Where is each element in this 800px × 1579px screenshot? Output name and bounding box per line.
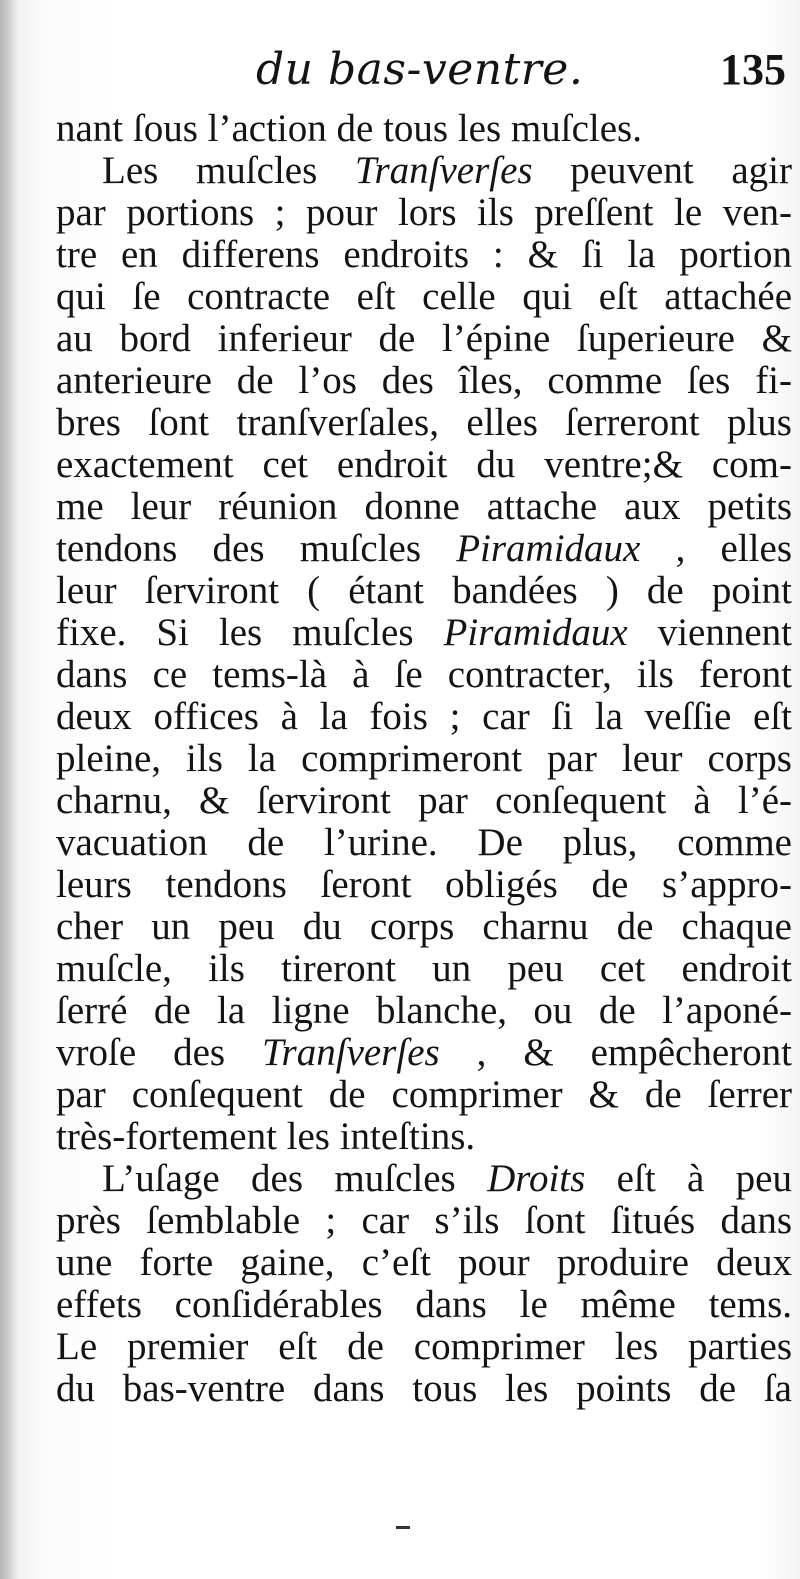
text-line [56, 822, 792, 864]
italic-term: Tranſverſes [262, 1031, 440, 1074]
text-line [56, 360, 792, 402]
text-segment: pleine, ils la comprimeront par leur corps [56, 737, 792, 780]
text-segment: peuvent agir [532, 149, 792, 192]
text-segment: , elles [640, 527, 792, 570]
text-segment: qui ſe contracte eſt celle qui eſt attachée [56, 275, 792, 318]
text-line [56, 1032, 792, 1074]
text-line [56, 528, 792, 570]
text-segment: Le premier eſt de comprimer les parties [56, 1325, 792, 1368]
text-segment: leurs tendons ſeront obligés de s’appro- [56, 863, 792, 906]
text-segment: par conſequent de comprimer & de ſerrer [56, 1073, 792, 1116]
text-line [56, 1074, 792, 1116]
text-segment: au bord inferieur de l’épine ſuperieure & [56, 317, 792, 360]
text-segment: cher un peu du corps charnu de chaque [56, 905, 792, 948]
text-line [56, 780, 792, 822]
text-line [56, 1368, 792, 1410]
italic-term: Droits [487, 1157, 586, 1200]
text-segment: leur ſerviront ( étant bandées ) de point [56, 569, 792, 612]
text-line [56, 486, 792, 528]
text-segment: bres ſont tranſverſales, elles ſerreront plus [56, 401, 792, 444]
text-segment: près ſemblable ; car s’ils ſont ſitués dans [56, 1199, 792, 1242]
text-line [56, 192, 792, 234]
text-segment: une forte gaine, c’eſt pour produire deux [56, 1241, 792, 1284]
text-line [56, 234, 792, 276]
text-segment: Les muſcles [102, 149, 355, 192]
text-line [56, 738, 792, 780]
text-segment: tendons des muſcles [56, 527, 457, 570]
text-segment: effets conſidérables dans le même tems. [56, 1283, 792, 1326]
italic-term: Tranſverſes [354, 149, 533, 192]
text-segment: viennent [627, 611, 792, 654]
text-line [56, 1116, 792, 1158]
text-line [56, 696, 792, 738]
text-segment: L’uſage des muſcles [102, 1157, 488, 1200]
text-line [56, 1200, 792, 1242]
text-line [56, 150, 792, 192]
footer-mark [396, 1526, 410, 1529]
running-head: du bas-ventre. [256, 44, 584, 95]
text-line [56, 108, 792, 150]
text-line [56, 1326, 792, 1368]
text-segment: ſerré de la ligne blanche, ou de l’aponé- [56, 989, 792, 1032]
text-line [56, 444, 792, 486]
text-line [56, 990, 792, 1032]
text-segment: par portions ; pour lors ils preſſent le ven- [56, 191, 792, 234]
text-line [56, 570, 792, 612]
text-line [56, 612, 792, 654]
text-line [56, 318, 792, 360]
body-text [56, 108, 796, 1410]
text-segment: vacuation de l’urine. De plus, comme [56, 821, 792, 864]
text-line [56, 948, 792, 990]
text-segment: me leur réunion donne attache aux petits [56, 485, 792, 528]
text-line [56, 864, 792, 906]
text-line [56, 906, 792, 948]
text-segment: tre en differens endroits : & ſi la portion [56, 233, 792, 276]
text-segment: charnu, & ſerviront par conſequent à l’é- [56, 779, 792, 822]
text-segment: très-fortement les inteſtins. [56, 1115, 476, 1158]
text-line [56, 1284, 792, 1326]
text-segment: , & empêcheront [439, 1031, 793, 1074]
text-segment: exactement cet endroit du ventre;& com- [56, 443, 792, 486]
text-segment: deux offices à la fois ; car ſi la veſſie eſt [56, 695, 792, 738]
italic-term: Piramidaux [456, 527, 641, 570]
text-segment: nant ſous l’action de tous les muſcles. [56, 107, 642, 150]
text-segment: eſt à peu [585, 1157, 792, 1200]
text-line [56, 402, 792, 444]
text-line [56, 276, 792, 318]
text-segment: du bas-ventre dans tous les points de ſa [56, 1367, 792, 1410]
text-line [56, 1158, 792, 1200]
italic-term: Piramidaux [443, 611, 628, 654]
page-gutter-shadow [0, 0, 18, 1579]
text-segment: fixe. Si les muſcles [56, 611, 444, 654]
text-segment: vroſe des [56, 1031, 263, 1074]
text-segment: anterieure de l’os des îles, comme ſes fi- [56, 359, 792, 402]
text-line [56, 1242, 792, 1284]
text-segment: muſcle, ils tireront un peu cet endroit [56, 947, 792, 990]
text-segment: dans ce tems-là à ſe contracter, ils feront [56, 653, 792, 696]
page-number: 135 [720, 45, 786, 94]
text-line [56, 654, 792, 696]
